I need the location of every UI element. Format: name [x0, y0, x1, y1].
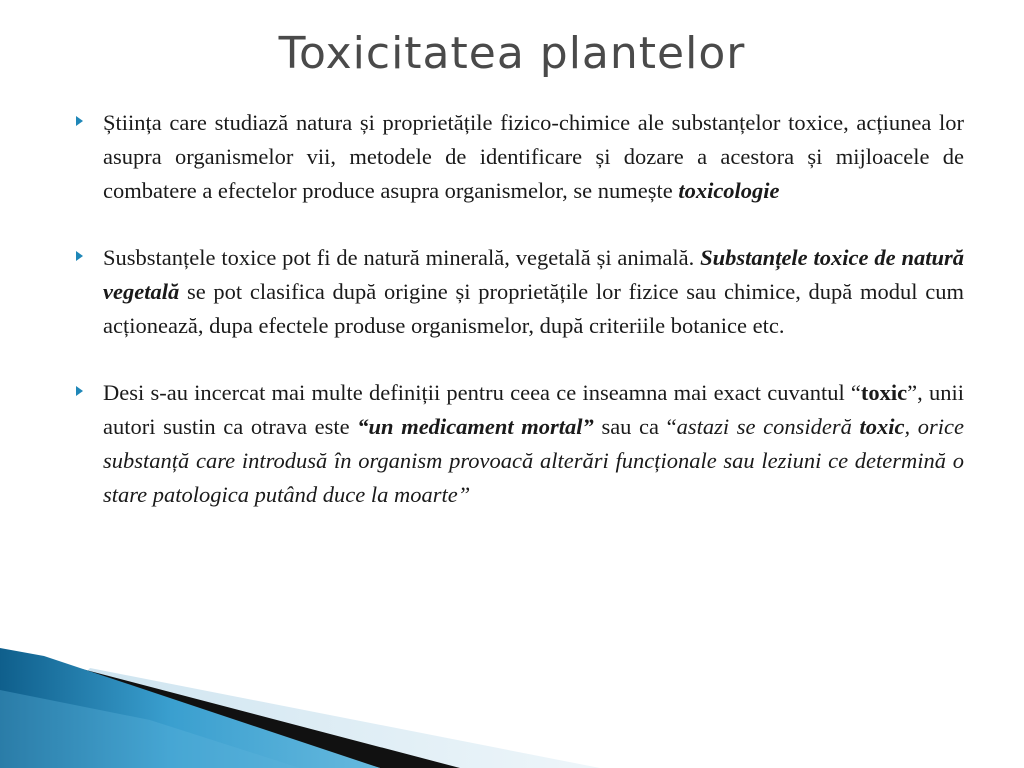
- text-run: sau ca “: [593, 414, 677, 439]
- bullet-item: [72, 376, 964, 512]
- wave-dark-stripe: [10, 658, 460, 768]
- bullet-item: [72, 241, 964, 343]
- triangle-right-icon: [76, 116, 83, 126]
- bullet-item: [72, 106, 964, 208]
- term-toxicologie: toxicologie: [678, 178, 780, 203]
- text-run: Știința care studiază natura și proprietățile fizico-chimice ale substanțelor toxice, acțiunea lor asupra organismelor vii, metodele de identificare și dozare a acestora și mijloacele de combatere a efectelor produce asupra organismelor, se numește: [103, 110, 964, 203]
- bullet-text: [103, 106, 964, 208]
- bullet-list: [72, 106, 964, 545]
- wave-blue-highlight: [0, 690, 300, 768]
- italic-run: astazi se consideră: [676, 414, 860, 439]
- term-toxic: toxic: [859, 414, 905, 439]
- emphasis-run: “un medicament mortal”: [357, 414, 594, 439]
- text-run: Susbstanțele toxice pot fi de natură minerală, vegetală și animală.: [103, 245, 701, 270]
- text-run: ”, unii autori sustin ca otrava este: [103, 380, 964, 439]
- term-toxic: toxic: [860, 380, 908, 405]
- text-run: Desi s-au incercat mai multe definiții pentru ceea ce inseamna mai exact cuvantul “: [103, 380, 861, 405]
- emphasis-run: Substanțele toxice de natură vegetală: [103, 245, 964, 304]
- italic-run: , orice substanță care introdusă în organism provoacă alterări funcționale sau leziuni ce determină o stare patologica putând duce la moarte”: [103, 414, 964, 507]
- triangle-right-icon: [76, 386, 83, 396]
- wave-blue-band: [0, 648, 380, 768]
- bullet-text: [103, 241, 964, 343]
- bullet-text: [103, 376, 964, 512]
- slide-title: Toxicitatea plantelor: [278, 28, 746, 79]
- triangle-right-icon: [76, 251, 83, 261]
- text-run: se pot clasifica după origine și proprietățile lor fizice sau chimice, după modul cum acționează, dupa efectele produse organismelor, după criteriile botanice etc.: [103, 279, 964, 338]
- wave-light-band: [0, 668, 600, 768]
